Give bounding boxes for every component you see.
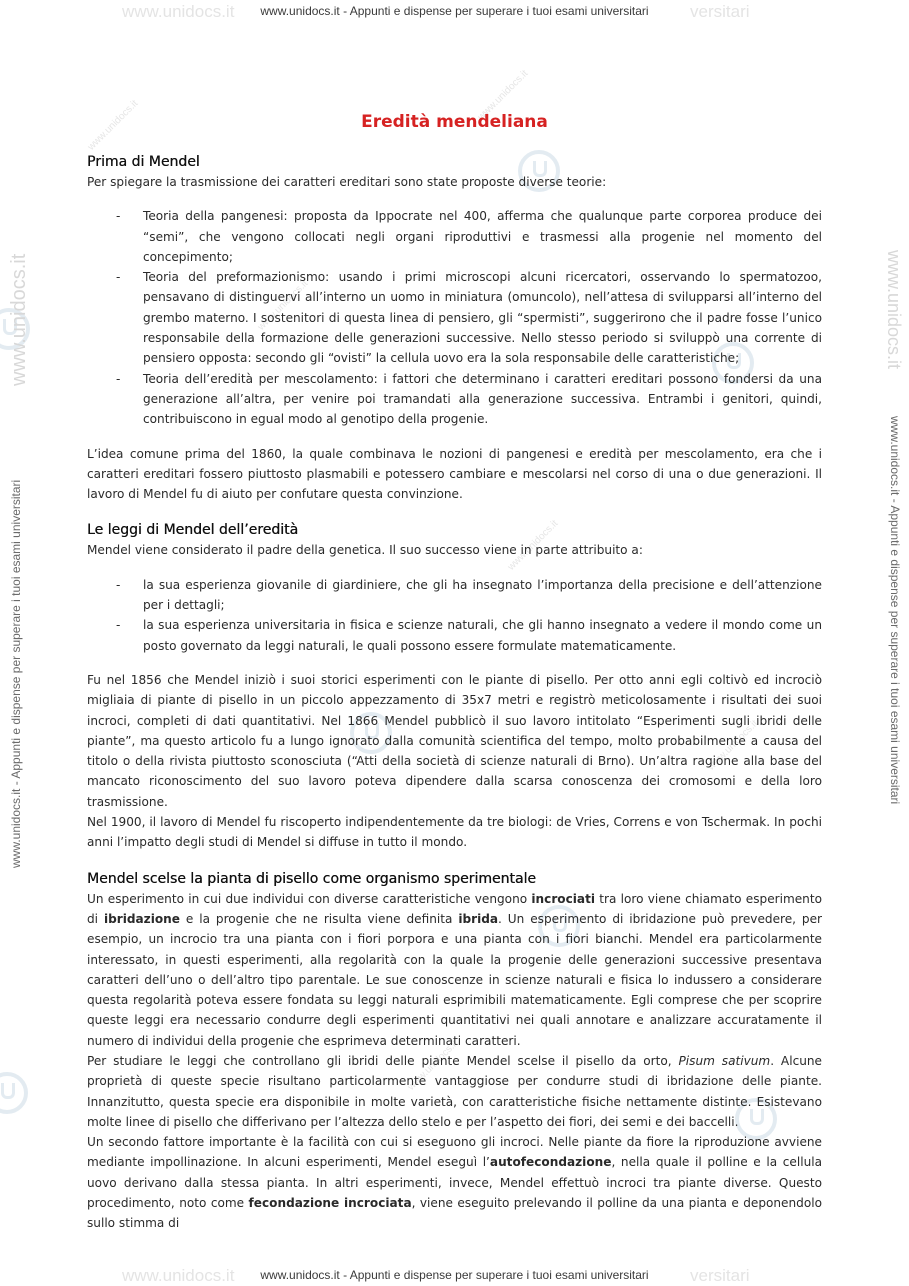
watermark-diagonal: www.unidocs.it <box>255 278 311 333</box>
bold-term: fecondazione incrociata <box>248 1196 412 1211</box>
bullet-list <box>87 575 822 656</box>
bold-term: ibrida <box>458 911 499 926</box>
paragraph: Per spiegare la trasmissione dei caratteri ereditari sono state proposte diverse teorie: <box>87 175 607 189</box>
bold-term: autofecondazione <box>489 1155 612 1170</box>
watermark-ghost-top-right: versitari <box>690 2 750 21</box>
watermark-logo-icon <box>0 1072 28 1114</box>
text-run: Per studiare le leggi che controllano gli ibridi delle piante Mendel scelse il pisello da orto, <box>87 1053 679 1068</box>
watermark-diagonal: www.unidocs.it <box>405 1038 461 1093</box>
watermark-right: www.unidocs.it - Appunti e dispense per superare i tuoi esami universitari <box>888 416 902 805</box>
watermark-left: www.unidocs.it - Appunti e dispense per superare i tuoi esami universitari <box>9 479 23 868</box>
document-body <box>87 110 822 1234</box>
bold-term: incrociati <box>531 891 596 906</box>
text-run: , nella quale il polline e la cellula uovo derivano dalla stessa pianta. In altri esperimenti, invece, Mendel effettuò incroci tra piante diverse. Questo procedimento, noto come <box>87 1155 823 1211</box>
paragraph: Fu nel 1856 che Mendel iniziò i suoi storici esperimenti con le piante di pisello. Per otto anni egli coltivò ed incrociò migliaia di piante di pisello in un piccolo appezzamento di 35x7 metri e registrò meticolosamente i risultati dei suoi incroci, completi di dati quantitativi. Nel 1866 Mendel pubblicò il suo lavoro intitolato “Esperimenti sugli ibridi delle piante”, ma questo articolo fu a lungo ignorato dalla comunità scientifica del tempo, molto probabilmente a causa del titolo o della rivista piuttosto sconosciuta (“Atti della società di scienze naturali di Brno). Un’altra ragione alla base del mancato riconoscimento del suo lavoro poteva dipendere dalla scarsa conoscenza dei cromosomi e della loro trasmissione. <box>87 672 822 809</box>
list-item: - la sua esperienza giovanile di giardiniere, che gli ha insegnato l’importanza della precisione e dell’attenzione per i dettagli; <box>87 575 822 616</box>
watermark-diagonal: www.unidocs.it <box>85 98 141 153</box>
section-heading: Le leggi di Mendel dell’eredità <box>87 522 299 539</box>
watermark-ghost-bottom-right: versitari <box>690 1266 750 1285</box>
paragraph: L’idea comune prima del 1860, la quale combinava le nozioni di pangenesi e eredità per mescolamento, era che i caratteri ereditari fossero piuttosto plasmabili e potessero cambiare e mescolarsi nel corso di una o due generazioni. Il lavoro di Mendel fu di aiuto per confutare questa convinzione. <box>87 446 822 502</box>
paragraph <box>87 1051 822 1132</box>
list-item: - Teoria dell’eredità per mescolamento: i fattori che determinano i caratteri ereditari possono fondersi da una generazione all’altra, per venire poi tramandati alla generazione successiva. Entrambi i genitori, quindi, contribuiscono in egual modo al genotipo della progenie. <box>87 369 822 430</box>
watermark-diagonal: www.unidocs.it <box>475 68 531 123</box>
text-run: Un esperimento in cui due individui con diverse caratteristiche vengono <box>87 891 532 906</box>
watermark-ghost-top: www.unidocs.it <box>122 2 235 21</box>
watermark-header: www.unidocs.it - Appunti e dispense per superare i tuoi esami universitari <box>260 4 649 18</box>
watermark-ghost-bottom: www.unidocs.it <box>122 1266 235 1285</box>
text-run: tra loro viene chiamato esperimento di <box>87 891 822 926</box>
section-heading: Mendel scelse la pianta di pisello come organismo sperimentale <box>87 870 536 887</box>
list-item: - Teoria della pangenesi: proposta da Ippocrate nel 400, afferma che qualunque parte corporea produce dei “semi”, che vengono collocati negli organi riproduttivi e trasmessi alla progenie nel momento del concepimento; <box>87 206 822 267</box>
italic-term: Pisum sativum <box>678 1053 771 1068</box>
text-run: Un secondo fattore importante è la facilità con cui si eseguono gli incroci. Nelle piante da fiore la riproduzione avviene mediante impollinazione. In alcuni esperimenti, Mendel eseguì l’ <box>87 1135 822 1170</box>
watermark-footer: www.unidocs.it - Appunti e dispense per superare i tuoi esami universitari <box>260 1268 649 1282</box>
watermark-diagonal: www.unidocs.it <box>505 518 561 573</box>
text-run: . Alcune proprietà di queste specie risultano particolarmente vantaggiose per condurre studi di ibridazione delle piante. Innanzitutto, questa specie era disponibile in molte varietà, con caratteristiche fisiche nettamente distinte. Esistevano molte linee di pisello che differivano per l’altezza dello stelo e per l’aspetto dei fiori, dei semi e dei baccelli. <box>87 1053 822 1129</box>
watermark-ghost-right: www.unidocs.it <box>884 250 904 370</box>
list-item: - Teoria del preformazionismo: usando i primi microscopi alcuni ricercatori, osservando lo spermatozoo, pensavano di distinguervi all’interno un uomo in miniatura (omuncolo), nell’attesa di svilupparsi all’interno del grembo materno. I sostenitori di questa linea di pensiero, gli “spermisti”, suggerirono che il padre fosse l’unico responsabile della formazione delle generazioni successive. Nello stesso periodo si sviluppò una corrente di pensiero opposta: secondo gli “ovisti” la cellula uovo era la sola responsabile delle caratteristiche; <box>87 267 822 368</box>
paragraph: Mendel viene considerato il padre della genetica. Il suo successo viene in parte attribuito a: <box>87 543 643 558</box>
paragraph <box>87 889 822 1051</box>
bold-term: ibridazione <box>103 911 180 926</box>
text-run: , viene eseguito prelevando il polline da una pianta e deponendolo sullo stimma di <box>87 1196 823 1231</box>
paragraph: Nel 1900, il lavoro di Mendel fu riscoperto indipendentemente da tre biologi: de Vries, Correns e von Tschermak. In pochi anni l’impatto degli studi di Mendel si diffuse in tutto il mondo. <box>87 815 822 850</box>
section-heading: Prima di Mendel <box>87 154 200 170</box>
bullet-list <box>87 206 822 429</box>
text-run: e la progenie che ne risulta viene definita <box>179 911 459 926</box>
text-run: . Un esperimento di ibridazione può prevedere, per esempio, un incrocio tra una pianta con i fiori porpora e una pianta con i fiori bianchi. Mendel era particolarmente interessato, in questi esperimenti, alla regolarità con la quale la progenie delle generazioni successive presentava caratteri dell’uno o dell’altro tipo parentale. Le sue conoscenze in scienze naturali e fisica lo indussero a considerare questa regolarità poteva essere fondata su leggi naturali esprimibili matematicamente. Egli comprese che per scoprire queste leggi era necessario condurre degli esperimenti quantitativi nei quali annotare e analizzare accuratamente il numero di individui della progenie che esprimeva determinati caratteri. <box>87 911 822 1048</box>
watermark-diagonal: www.unidocs.it <box>705 718 761 773</box>
document-title: Eredità mendeliana <box>361 112 548 132</box>
paragraph <box>87 1132 822 1233</box>
watermark-ghost-left: www.unidocs.it <box>8 253 30 386</box>
list-item: - la sua esperienza universitaria in fisica e scienze naturali, che gli hanno insegnato a vedere il mondo come un posto governato da leggi naturali, le quali possono essere formulate matematicamente. <box>87 615 822 656</box>
